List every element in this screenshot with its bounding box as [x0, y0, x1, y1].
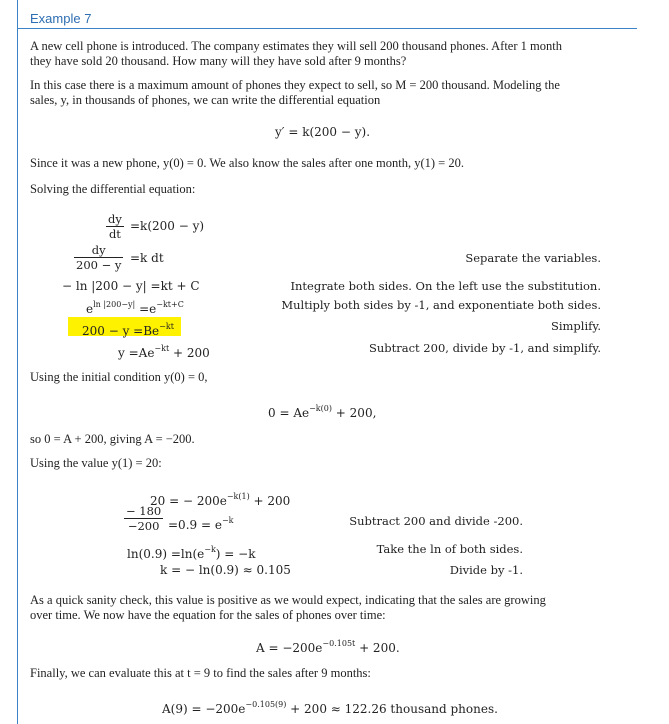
tstep3-left: ln(0.9) =ln(e: [127, 547, 205, 561]
tstep1-sup: −k(1): [226, 492, 250, 501]
paragraph-1: A new cell phone is introduced. The company estimates they will sell 200 thousand phones. After 1 month: [30, 39, 562, 53]
paragraph-3: Since it was a new phone, y(0) = 0. We also know the sales after one month, y(1) = 20.: [30, 156, 464, 170]
step2-rhs: =k dt: [130, 251, 164, 265]
paragraph-2b: sales, y, in thousands of phones, we can write the differential equation: [30, 93, 381, 107]
equation-initial: [268, 401, 376, 421]
step4-mid: =e: [135, 302, 157, 316]
step3-note: Integrate both sides. On the left use the substitution.: [290, 279, 601, 293]
step4-sup2: −kt+C: [156, 300, 184, 309]
paragraph-8b: over time. We now have the equation for the sales of phones over time:: [30, 608, 386, 622]
paragraph-4: Solving the differential equation:: [30, 182, 196, 196]
step3-lhs: − ln |200 − y| =kt + C: [62, 279, 200, 293]
title-rule: [17, 28, 637, 29]
paragraph-6: so 0 = A + 200, giving A = −200.: [30, 432, 195, 446]
tstep3: [127, 542, 256, 562]
step4-expr: [86, 297, 184, 317]
tstep3-sup: −k: [204, 545, 216, 554]
paragraph-8: As a quick sanity check, this value is positive as we would expect, indicating that the sales are growing: [30, 593, 546, 607]
step1-den: dt: [108, 227, 121, 241]
tstep2-rhs: [168, 513, 234, 533]
equation-final: [162, 697, 498, 717]
step5-lhs: 200 − y =Be: [82, 324, 160, 338]
step4-note: Multiply both sides by -1, and exponentiate both sides.: [281, 298, 601, 312]
step2-num: dy: [74, 243, 123, 258]
step2-fraction: [74, 243, 123, 272]
step5-sup: −kt: [159, 322, 174, 331]
eq4-sup: −0.105(9): [245, 700, 287, 709]
eq3-left: A = −200e: [256, 641, 323, 655]
step2-note: Separate the variables.: [465, 251, 601, 265]
eq3-sup: −0.105t: [322, 639, 356, 648]
tstep1-right: + 200: [249, 494, 291, 508]
paragraph-1b: they have sold 20 thousand. How many will they have sold after 9 months?: [30, 54, 407, 68]
step2-den: 200 − y: [76, 258, 122, 272]
step6-expr: [118, 341, 210, 361]
tstep2-den: −200: [127, 519, 160, 533]
tstep2-fraction: [124, 504, 163, 533]
step1-rhs: =k(200 − y): [130, 219, 205, 233]
example-title: Example 7: [30, 11, 92, 26]
step4-base: e: [86, 302, 94, 316]
step5-note: Simplify.: [550, 319, 601, 333]
paragraph-7: Using the value y(1) = 20:: [30, 456, 162, 470]
paragraph-5: Using the initial condition y(0) = 0,: [30, 370, 208, 384]
eq2-right: + 200,: [331, 406, 377, 420]
step6-lhs: y =Ae: [118, 346, 155, 360]
tstep1-left: 20 = − 200e: [150, 494, 227, 508]
step6-rest: + 200: [169, 346, 210, 360]
tstep2-note: Subtract 200 and divide -200.: [349, 514, 523, 528]
step6-sup: −kt: [154, 344, 170, 353]
step1-fraction: [106, 212, 124, 241]
tstep1: [150, 489, 290, 509]
paragraph-9: Finally, we can evaluate this at t = 9 to find the sales after 9 months:: [30, 666, 371, 680]
eq2-left: 0 = Ae: [268, 406, 310, 420]
equation-model: [256, 636, 400, 656]
step4-sup: ln |200−y|: [93, 300, 136, 309]
tstep2-eq: =0.9 = e: [168, 518, 222, 532]
step5-expr: [82, 319, 174, 339]
eq3-right: + 200.: [355, 641, 400, 655]
step6-note: Subtract 200, divide by -1, and simplify.: [368, 341, 601, 355]
tstep3-right: ) = −k: [215, 547, 256, 561]
tstep3-note: Take the ln of both sides.: [376, 542, 523, 556]
paragraph-2: In this case there is a maximum amount of phones they expect to sell, so M = 200 thousand. Modeling the: [30, 78, 560, 92]
eq2-sup: −k(0): [309, 404, 332, 413]
tstep4: k = − ln(0.9) ≈ 0.105: [160, 563, 291, 577]
tstep4-note: Divide by -1.: [449, 563, 523, 577]
equation-diffeq: y′ = k(200 − y).: [275, 125, 371, 139]
step1-num: dy: [108, 212, 122, 226]
tstep2-sup: −k: [221, 516, 234, 525]
eq4-right: + 200 ≈ 122.26 thousand phones.: [286, 702, 498, 716]
tstep2-num: − 180: [126, 504, 162, 518]
eq4-left: A(9) = −200e: [162, 702, 246, 716]
